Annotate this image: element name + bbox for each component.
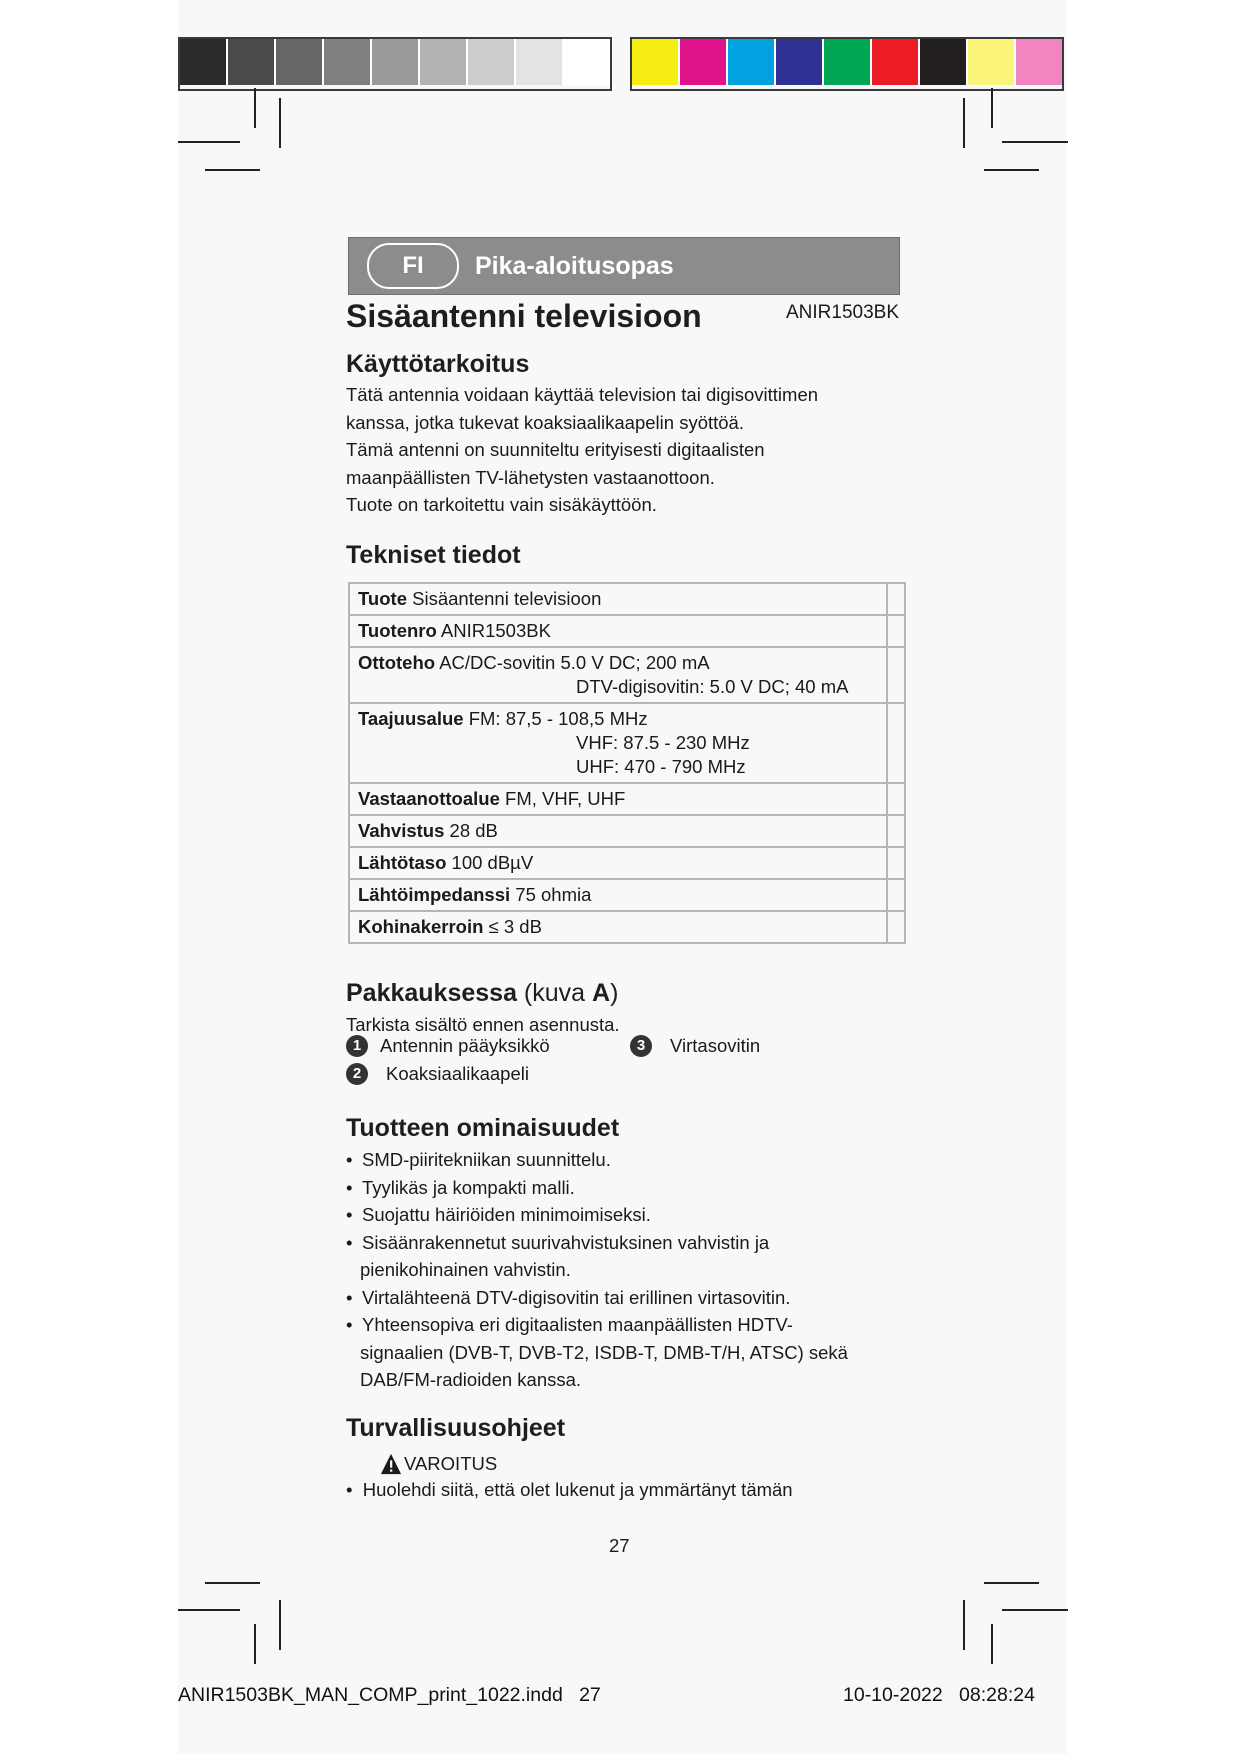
spec-extra-value: DTV-digisovitin: 5.0 V DC; 40 mA (576, 676, 849, 697)
features-heading: Tuotteen ominaisuudet (346, 1114, 620, 1142)
feature-item (346, 1146, 906, 1174)
features-list (346, 1146, 906, 1394)
section-banner (348, 237, 900, 295)
color-swatch (228, 39, 276, 85)
crop-mark (1002, 1609, 1068, 1611)
color-swatch (1016, 39, 1062, 85)
spec-value: FM, VHF, UHF (505, 788, 626, 809)
color-swatch (564, 39, 610, 85)
grayscale-swatch-strip (178, 37, 612, 91)
feature-item (346, 1201, 906, 1229)
specs-heading: Tekniset tiedot (346, 541, 521, 569)
spec-value: AC/DC-sovitin 5.0 V DC; 200 mA (439, 652, 710, 673)
model-number: ANIR1503BK (786, 302, 900, 323)
spec-row (349, 815, 905, 847)
specs-table (348, 582, 906, 944)
spec-label: Tuote (358, 588, 407, 609)
spec-row (349, 879, 905, 911)
safety-item: • Huolehdi siitä, että olet lukenut ja ymmärtänyt tämän (346, 1479, 793, 1500)
crop-mark (205, 1582, 260, 1584)
crop-mark (279, 1600, 281, 1650)
spec-value: 28 dB (449, 820, 498, 841)
warning-label: VAROITUS (380, 1453, 497, 1475)
crop-mark (963, 1600, 965, 1650)
language-badge: FI (367, 243, 459, 289)
spec-row (349, 615, 905, 647)
spec-value: 100 dBµV (451, 852, 534, 873)
spec-row (349, 847, 905, 879)
color-swatch (468, 39, 516, 85)
color-swatch (968, 39, 1016, 85)
slug-filename: ANIR1503BK_MAN_COMP_print_1022.indd 27 (178, 1684, 601, 1706)
feature-text-continued: signaalien (DVB-T, DVB-T2, ISDB-T, DMB-T/H, ATSC) sekä (360, 1341, 848, 1363)
feature-text: Tyylikäs ja kompakti malli. (362, 1176, 575, 1198)
warning-triangle-icon (380, 1453, 402, 1475)
spec-label: Kohinakerroin (358, 916, 484, 937)
spec-row (349, 911, 905, 943)
text-line: Tätä antennia voidaan käyttää television tai digisovittimen (346, 384, 819, 405)
color-swatch (728, 39, 776, 85)
spec-row (349, 583, 905, 615)
banner-title: Pika-aloitusopas (475, 251, 674, 280)
feature-item (346, 1174, 906, 1202)
feature-text-continued: DAB/FM-radioiden kanssa. (360, 1369, 582, 1390)
package-intro: Tarkista sisältö ennen asennusta. (346, 1014, 620, 1035)
color-swatch (920, 39, 968, 85)
color-swatch (516, 39, 564, 85)
page-title: Sisäantenni televisioon (346, 298, 702, 334)
crop-mark (984, 1582, 1039, 1584)
crop-mark (984, 169, 1039, 171)
spec-row (349, 703, 905, 783)
spec-extra-value: VHF: 87.5 - 230 MHz (576, 732, 750, 753)
spec-label: Lähtötaso (358, 852, 447, 873)
spec-value: FM: 87,5 - 108,5 MHz (468, 708, 648, 729)
color-swatch (680, 39, 728, 85)
feature-text: Suojattu häiriöiden minimoimiseksi. (362, 1204, 651, 1225)
color-swatch (372, 39, 420, 85)
color-swatch (420, 39, 468, 85)
spec-label: Lähtöimpedanssi (358, 884, 511, 905)
spec-label: Ottoteho (358, 652, 436, 673)
color-swatch (180, 39, 228, 85)
crop-mark (254, 1624, 256, 1664)
text-line: maanpäällisten TV-lähetysten vastaanottoon. (346, 466, 715, 488)
package-heading: Pakkauksessa (kuva A) (346, 979, 619, 1007)
crop-mark (178, 1609, 240, 1611)
process-color-swatch-strip (630, 37, 1064, 91)
color-swatch (632, 39, 680, 85)
slug-timestamp: 10-10-2022 08:28:24 (843, 1684, 1035, 1706)
feature-text: SMD-piiritekniikan suunnittelu. (362, 1149, 611, 1170)
color-swatch (824, 39, 872, 85)
bullet: • (346, 1314, 353, 1335)
package-item: 2 Koaksiaalikaapeli (346, 1063, 529, 1085)
bullet: • (346, 1149, 353, 1170)
feature-text: Virtalähteenä DTV-digisovitin tai erillinen virtasovitin. (362, 1286, 791, 1308)
feature-item (346, 1311, 906, 1394)
crop-mark (1002, 141, 1068, 143)
crop-mark (254, 88, 256, 128)
package-item: 3 Virtasovitin (630, 1035, 760, 1057)
color-swatch (872, 39, 920, 85)
text-line: Tuote on tarkoitettu vain sisäkäyttöön. (346, 494, 657, 515)
crop-mark (991, 1624, 993, 1664)
text-line: Tämä antenni on suunniteltu erityisesti digitaalisten (346, 439, 765, 460)
feature-text-continued: pienikohinainen vahvistin. (360, 1259, 571, 1280)
intended-use-heading: Käyttötarkoitus (346, 350, 530, 378)
page-number: 27 (609, 1535, 630, 1556)
text-line: kanssa, jotka tukevat koaksiaalikaapelin syöttöä. (346, 411, 744, 433)
feature-item (346, 1229, 906, 1284)
spec-extra-value: UHF: 470 - 790 MHz (576, 756, 746, 777)
bullet: • (346, 1176, 353, 1198)
crop-mark (178, 141, 240, 143)
color-swatch (276, 39, 324, 85)
spec-label: Taajuusalue (358, 708, 464, 729)
spec-value: ≤ 3 dB (488, 916, 542, 937)
safety-heading: Turvallisuusohjeet (346, 1414, 566, 1442)
spec-label: Vastaanottoalue (358, 788, 500, 809)
spec-value: Sisäantenni televisioon (412, 588, 602, 609)
feature-text: Sisäänrakennetut suurivahvistuksinen vahvistin ja (362, 1231, 770, 1253)
feature-text: Yhteensopiva eri digitaalisten maanpäällisten HDTV- (362, 1314, 793, 1335)
bullet: • (346, 1231, 353, 1253)
spec-row (349, 647, 905, 703)
spec-value: ANIR1503BK (440, 620, 551, 641)
package-item: 1 Antennin pääyksikkö (346, 1035, 550, 1057)
spec-value: 75 ohmia (515, 884, 592, 905)
spec-row (349, 783, 905, 815)
intended-use-text (346, 381, 906, 519)
bullet: • (346, 1204, 353, 1225)
crop-mark (205, 169, 260, 171)
color-swatch (324, 39, 372, 85)
spec-label: Vahvistus (358, 820, 445, 841)
bullet: • (346, 1286, 353, 1308)
crop-mark (963, 98, 965, 148)
feature-item (346, 1284, 906, 1312)
crop-mark (991, 88, 993, 128)
crop-mark (279, 98, 281, 148)
spec-label: Tuotenro (358, 620, 437, 641)
color-swatch (776, 39, 824, 85)
